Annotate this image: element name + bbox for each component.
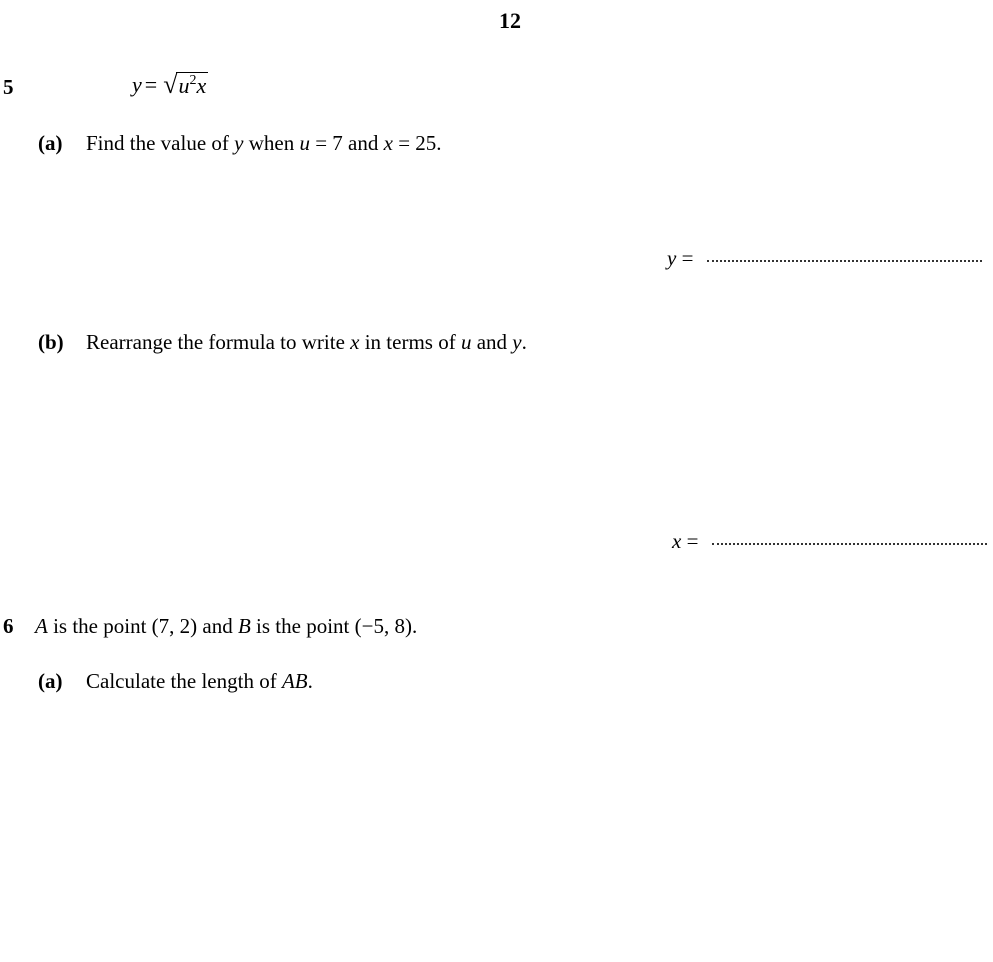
formula-lhs: y xyxy=(132,72,142,98)
question-6-number: 6 xyxy=(3,614,14,638)
question-5b: (b) Rearrange the formula to write x in terms of u and y. xyxy=(38,330,527,354)
answer-label: x = xyxy=(672,529,699,553)
formula-equals: = xyxy=(144,72,158,98)
answer-label: y = xyxy=(667,246,694,270)
answer-dotted-line[interactable] xyxy=(707,260,982,262)
radicand: $u^2x$ xyxy=(178,73,207,98)
part-label: (a) xyxy=(38,131,63,155)
answer-line-5b[interactable] xyxy=(672,529,987,554)
question-6a: (a) Calculate the length of AB. xyxy=(38,669,313,693)
answer-dotted-line[interactable] xyxy=(712,543,987,545)
radical-sign-icon: √ xyxy=(163,70,178,100)
page-number: 12 xyxy=(499,8,521,33)
answer-line-5a[interactable] xyxy=(667,246,982,271)
question-6: 6 A is the point (7, 2) and B is the point (−5, 8). xyxy=(3,614,418,638)
question-5-formula xyxy=(132,72,208,98)
square-root xyxy=(163,72,208,98)
part-label: (b) xyxy=(38,330,64,354)
question-5-number: 5 xyxy=(3,75,14,99)
part-label: (a) xyxy=(38,669,63,693)
question-5a: (a) Find the value of y when u = 7 and x = 25. xyxy=(38,131,442,155)
